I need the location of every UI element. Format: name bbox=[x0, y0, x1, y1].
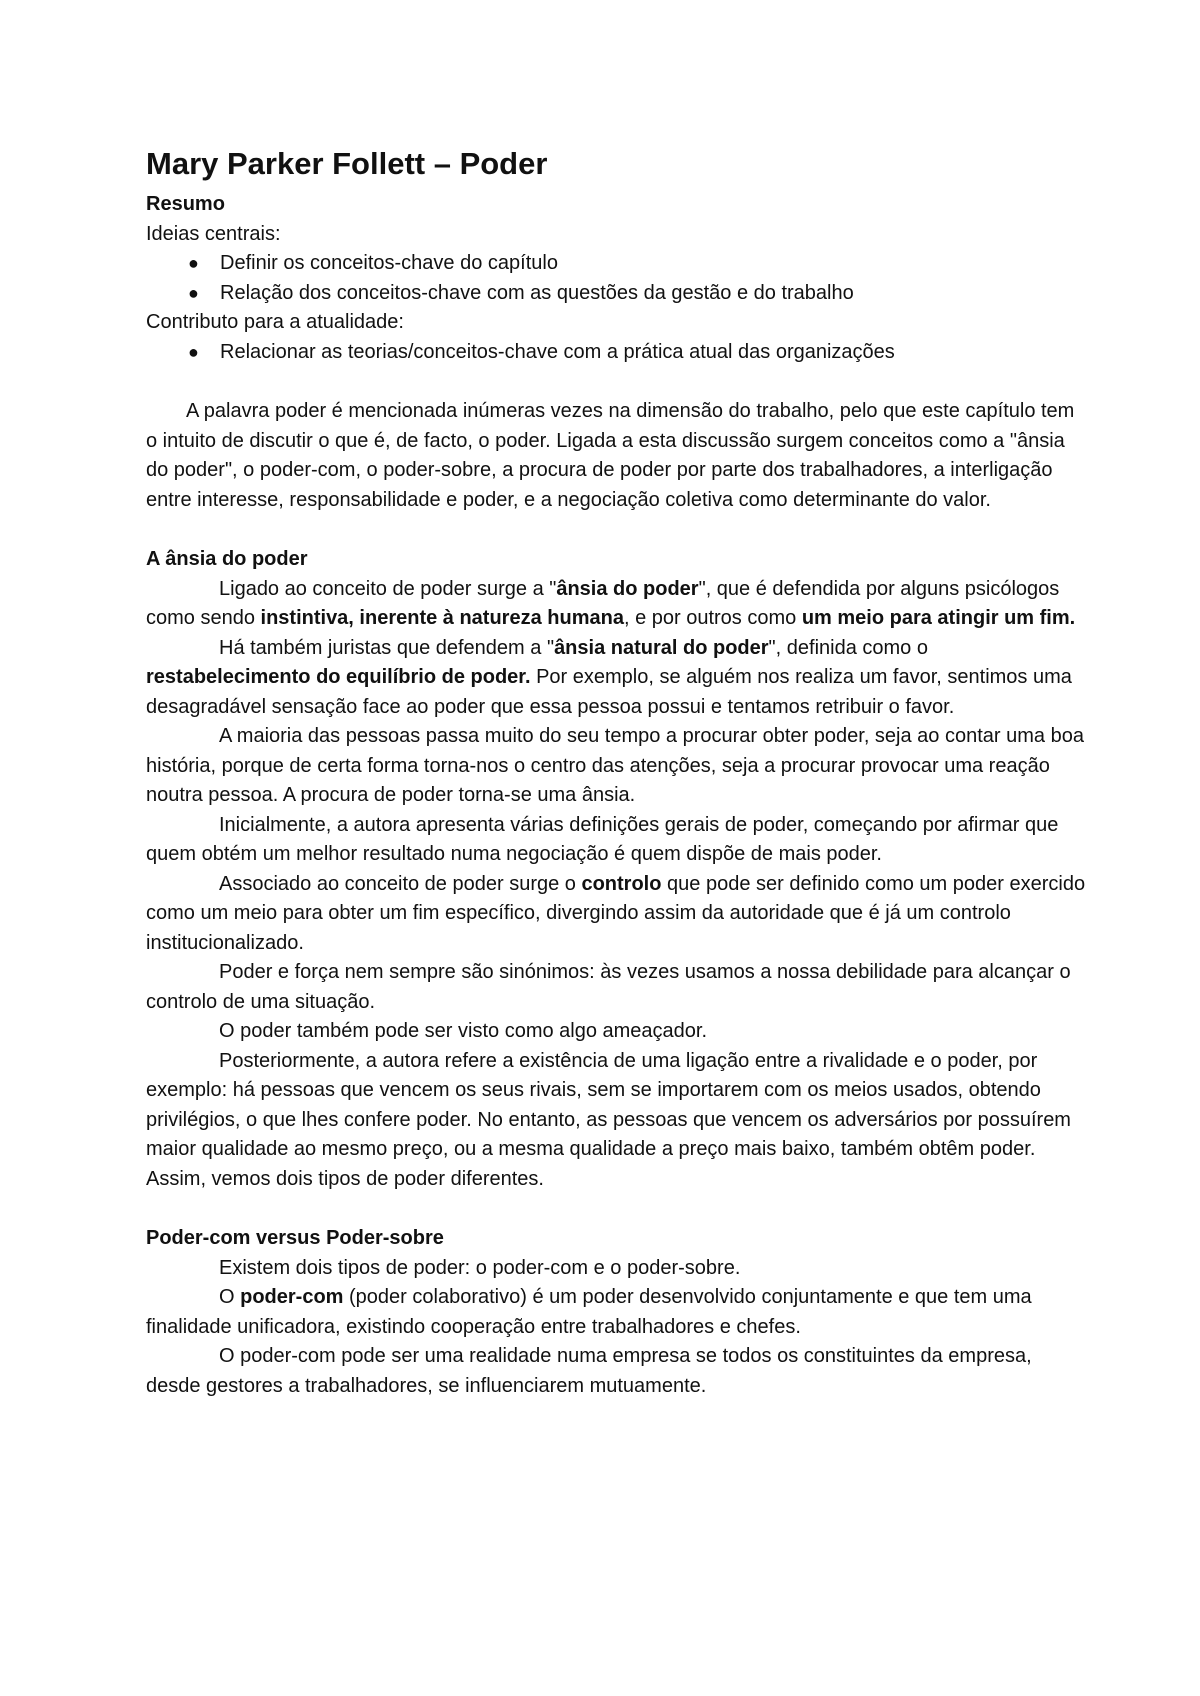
list-item-text: Definir os conceitos-chave do capítulo bbox=[220, 252, 558, 274]
podercom-paragraph-2: O poder-com (poder colaborativo) é um poder desenvolvido conjuntamente e que tem uma finalidade unificadora, existindo cooperação entre trabalhadores e chefes. bbox=[146, 1286, 1032, 1338]
list-item bbox=[188, 249, 1086, 279]
bullet-icon: ● bbox=[188, 282, 199, 303]
bullet-icon: ● bbox=[188, 253, 199, 273]
list-item bbox=[188, 279, 1086, 309]
ansia-paragraph-1: Ligado ao conceito de poder surge a "ânsia do poder", que é defendida por alguns psicólogos como sendo instintiva, inerente à natureza humana, e por outros como um meio para atingir um fim. bbox=[146, 577, 1076, 629]
document-title: Mary Parker Follett – Poder bbox=[146, 146, 548, 181]
ideias-label: Ideias centrais: bbox=[146, 222, 281, 245]
ansia-paragraph-4: Inicialmente, a autora apresenta várias definições gerais de poder, começando por afirmar que quem obtém um melhor resultado numa negociação é quem dispõe de mais poder. bbox=[146, 813, 1059, 865]
podercom-heading: Poder-com versus Poder-sobre bbox=[146, 1227, 444, 1249]
ansia-paragraph-3: A maioria das pessoas passa muito do seu tempo a procurar obter poder, seja ao contar uma boa história, porque de certa forma torna-nos o centro das atenções, seja a procurar provocar uma reação noutra pessoa. A procura de poder torna-se uma ânsia. bbox=[146, 725, 1084, 806]
ansia-paragraph-7: O poder também pode ser visto como algo ameaçador. bbox=[219, 1020, 708, 1042]
list-item-text: Relacionar as teorias/conceitos-chave com a prática atual das organizações bbox=[220, 340, 895, 363]
bullet-icon: ● bbox=[188, 341, 199, 362]
podercom-paragraph-3: O poder-com pode ser uma realidade numa empresa se todos os constituintes da empresa, desde gestores a trabalhadores, se influenciarem mutuamente. bbox=[146, 1345, 1032, 1397]
podercom-paragraph-1: Existem dois tipos de poder: o poder-com e o poder-sobre. bbox=[219, 1256, 741, 1279]
intro-paragraph: A palavra poder é mencionada inúmeras vezes na dimensão do trabalho, pelo que este capítulo tem o intuito de discutir o que é, de facto, o poder. Ligada a esta discussão surgem conceitos como a "ânsia do poder", o poder-com, o poder-sobre, a procura de poder por parte dos trabalhadores, a interligação entre interesse, responsabilidade e poder, e a negociação coletiva como determinante do valor. bbox=[146, 400, 1075, 511]
ansia-paragraph-8: Posteriormente, a autora refere a existência de uma ligação entre a rivalidade e o poder, por exemplo: há pessoas que vencem os seus rivais, sem se importarem com os meios usados, obtendo privilégios, o que lhes confere poder. No entanto, as pessoas que vencem os adversários por possuírem maior qualidade ao mesmo preço, ou a mesma qualidade a preço mais baixo, também obtêm poder. Assim, vemos dois tipos de poder diferentes. bbox=[146, 1049, 1071, 1190]
ansia-heading: A ânsia do poder bbox=[146, 548, 308, 570]
ansia-paragraph-2: Há também juristas que defendem a "ânsia natural do poder", definida como o restabelecimento do equilíbrio de poder. Por exemplo, se alguém nos realiza um favor, sentimos uma desagradável sensação face ao poder que essa pessoa possui e tentamos retribuir o favor. bbox=[146, 636, 1072, 718]
contributo-list bbox=[146, 338, 1086, 368]
document-page bbox=[146, 144, 1086, 1401]
contributo-label: Contributo para a atualidade: bbox=[146, 311, 404, 333]
ansia-paragraph-5: Associado ao conceito de poder surge o controlo que pode ser definido como um poder exercido como um meio para obter um fim específico, divergindo assim da autoridade que é já um controlo institucionalizado. bbox=[146, 872, 1086, 954]
list-item bbox=[188, 338, 1086, 368]
list-item-text: Relação dos conceitos-chave com as questões da gestão e do trabalho bbox=[220, 281, 854, 304]
ansia-paragraph-6: Poder e força nem sempre são sinónimos: às vezes usamos a nossa debilidade para alcançar o controlo de uma situação. bbox=[146, 961, 1071, 1013]
ideias-list bbox=[146, 249, 1086, 308]
resumo-heading: Resumo bbox=[146, 193, 225, 215]
